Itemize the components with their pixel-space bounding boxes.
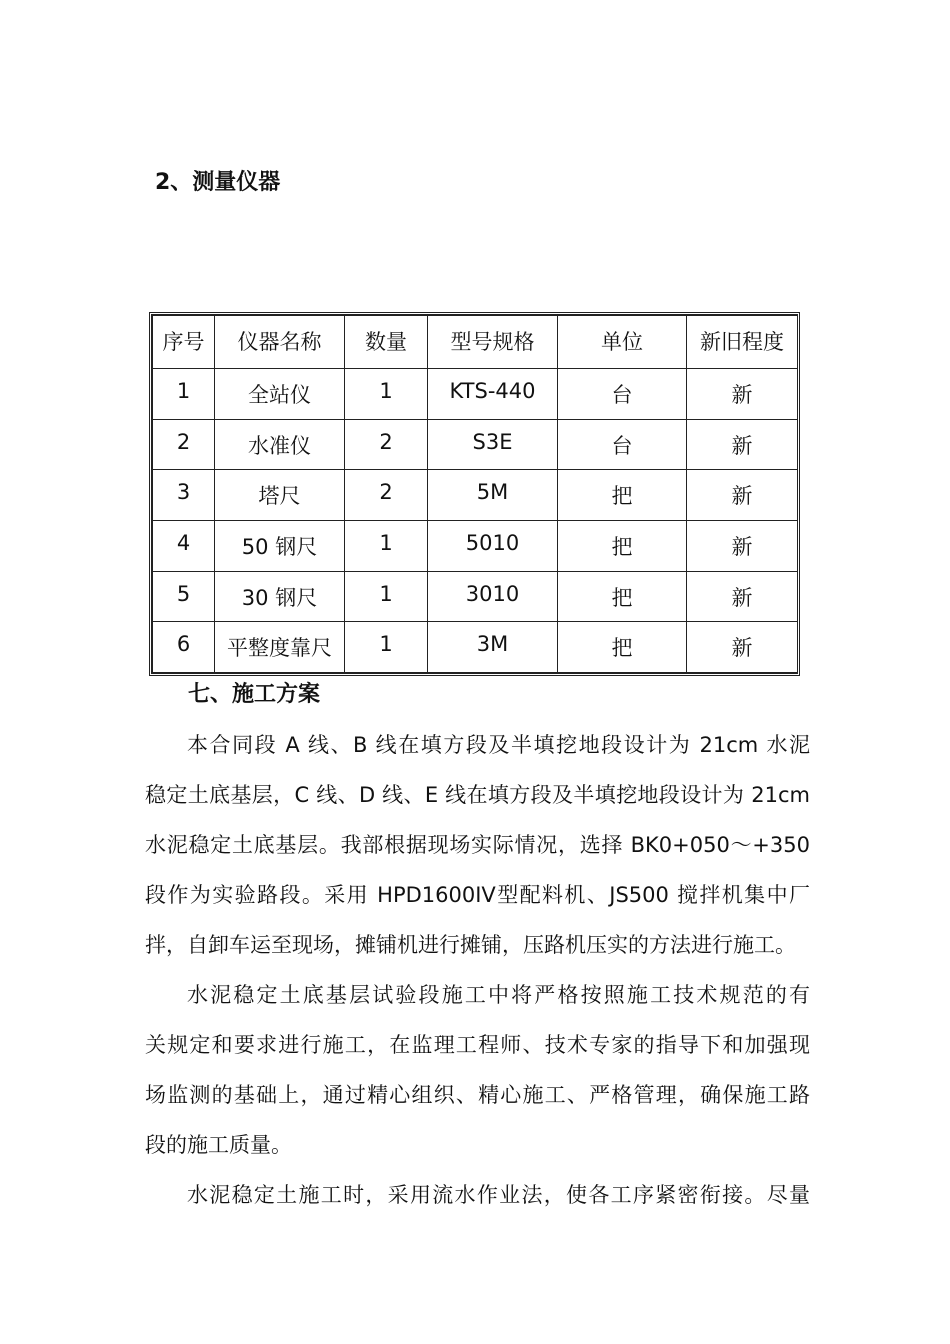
cell-condition: 新	[687, 419, 798, 470]
instrument-table-frame	[149, 312, 800, 676]
cell-name: 50 钢尺	[215, 521, 345, 572]
table-row	[153, 521, 798, 572]
table-row	[153, 369, 798, 420]
cell-name: 30 钢尺	[215, 571, 345, 622]
paragraph-line: 段作为实验路段。采用 HPD1600IV型配料机、JS500 搅拌机集中厂	[145, 883, 810, 907]
cell-index: 1	[153, 369, 215, 420]
cell-quantity: 1	[345, 622, 428, 673]
cell-condition: 新	[687, 470, 798, 521]
cell-unit: 把	[558, 470, 687, 521]
cell-name: 全站仪	[215, 369, 345, 420]
cell-index: 4	[153, 521, 215, 572]
paragraph-line: 关规定和要求进行施工，在监理工程师、技术专家的指导下和加强现	[145, 1033, 810, 1057]
cell-quantity: 2	[345, 470, 428, 521]
cell-condition: 新	[687, 571, 798, 622]
cell-model: 3M	[428, 622, 558, 673]
table-row	[153, 470, 798, 521]
paragraph-line: 水泥稳定土施工时，采用流水作业法，使各工序紧密衔接。尽量	[187, 1183, 810, 1207]
table-header-row	[153, 316, 798, 369]
cell-name: 塔尺	[215, 470, 345, 521]
paragraph-line: 稳定土底基层，C 线、D 线、E 线在填方段及半填挖地段设计为 21cm	[145, 783, 810, 807]
paragraph-quality-control	[145, 970, 810, 1170]
cell-quantity: 1	[345, 369, 428, 420]
column-header-quantity: 数量	[345, 316, 428, 369]
cell-unit: 把	[558, 571, 687, 622]
cell-model: S3E	[428, 419, 558, 470]
table-row	[153, 419, 798, 470]
cell-condition: 新	[687, 622, 798, 673]
cell-name: 平整度靠尺	[215, 622, 345, 673]
paragraph-line: 场监测的基础上，通过精心组织、精心施工、严格管理，确保施工路	[145, 1083, 810, 1107]
cell-quantity: 1	[345, 571, 428, 622]
paragraph-line: 水泥稳定土底基层试验段施工中将严格按照施工技术规范的有	[187, 983, 810, 1007]
cell-name: 水准仪	[215, 419, 345, 470]
section-heading-construction-plan: 七、施工方案	[188, 682, 321, 707]
paragraph-line: 拌，自卸车运至现场，摊铺机进行摊铺，压路机压实的方法进行施工。	[145, 933, 796, 957]
column-header-condition: 新旧程度	[687, 316, 798, 369]
cell-unit: 把	[558, 521, 687, 572]
paragraph-flow-operation	[145, 1170, 810, 1220]
table-row	[153, 622, 798, 673]
column-header-index: 序号	[153, 316, 215, 369]
cell-quantity: 1	[345, 521, 428, 572]
cell-unit: 台	[558, 369, 687, 420]
paragraph-line: 段的施工质量。	[145, 1133, 292, 1157]
cell-index: 6	[153, 622, 215, 673]
cell-condition: 新	[687, 369, 798, 420]
cell-index: 5	[153, 571, 215, 622]
paragraph-line: 水泥稳定土底基层。我部根据现场实际情况，选择 BK0+050～+350	[145, 833, 810, 857]
cell-index: 2	[153, 419, 215, 470]
cell-quantity: 2	[345, 419, 428, 470]
cell-model: 5M	[428, 470, 558, 521]
cell-model: KTS-440	[428, 369, 558, 420]
cell-condition: 新	[687, 521, 798, 572]
instrument-table	[152, 315, 798, 673]
column-header-model: 型号规格	[428, 316, 558, 369]
column-header-name: 仪器名称	[215, 316, 345, 369]
table-row	[153, 571, 798, 622]
cell-model: 5010	[428, 521, 558, 572]
cell-index: 3	[153, 470, 215, 521]
column-header-unit: 单位	[558, 316, 687, 369]
paragraph-line: 本合同段 A 线、B 线在填方段及半填挖地段设计为 21cm 水泥	[187, 733, 810, 757]
paragraph-test-section	[145, 720, 810, 970]
cell-model: 3010	[428, 571, 558, 622]
cell-unit: 把	[558, 622, 687, 673]
cell-unit: 台	[558, 419, 687, 470]
section-heading-instruments: 2、测量仪器	[155, 170, 281, 195]
